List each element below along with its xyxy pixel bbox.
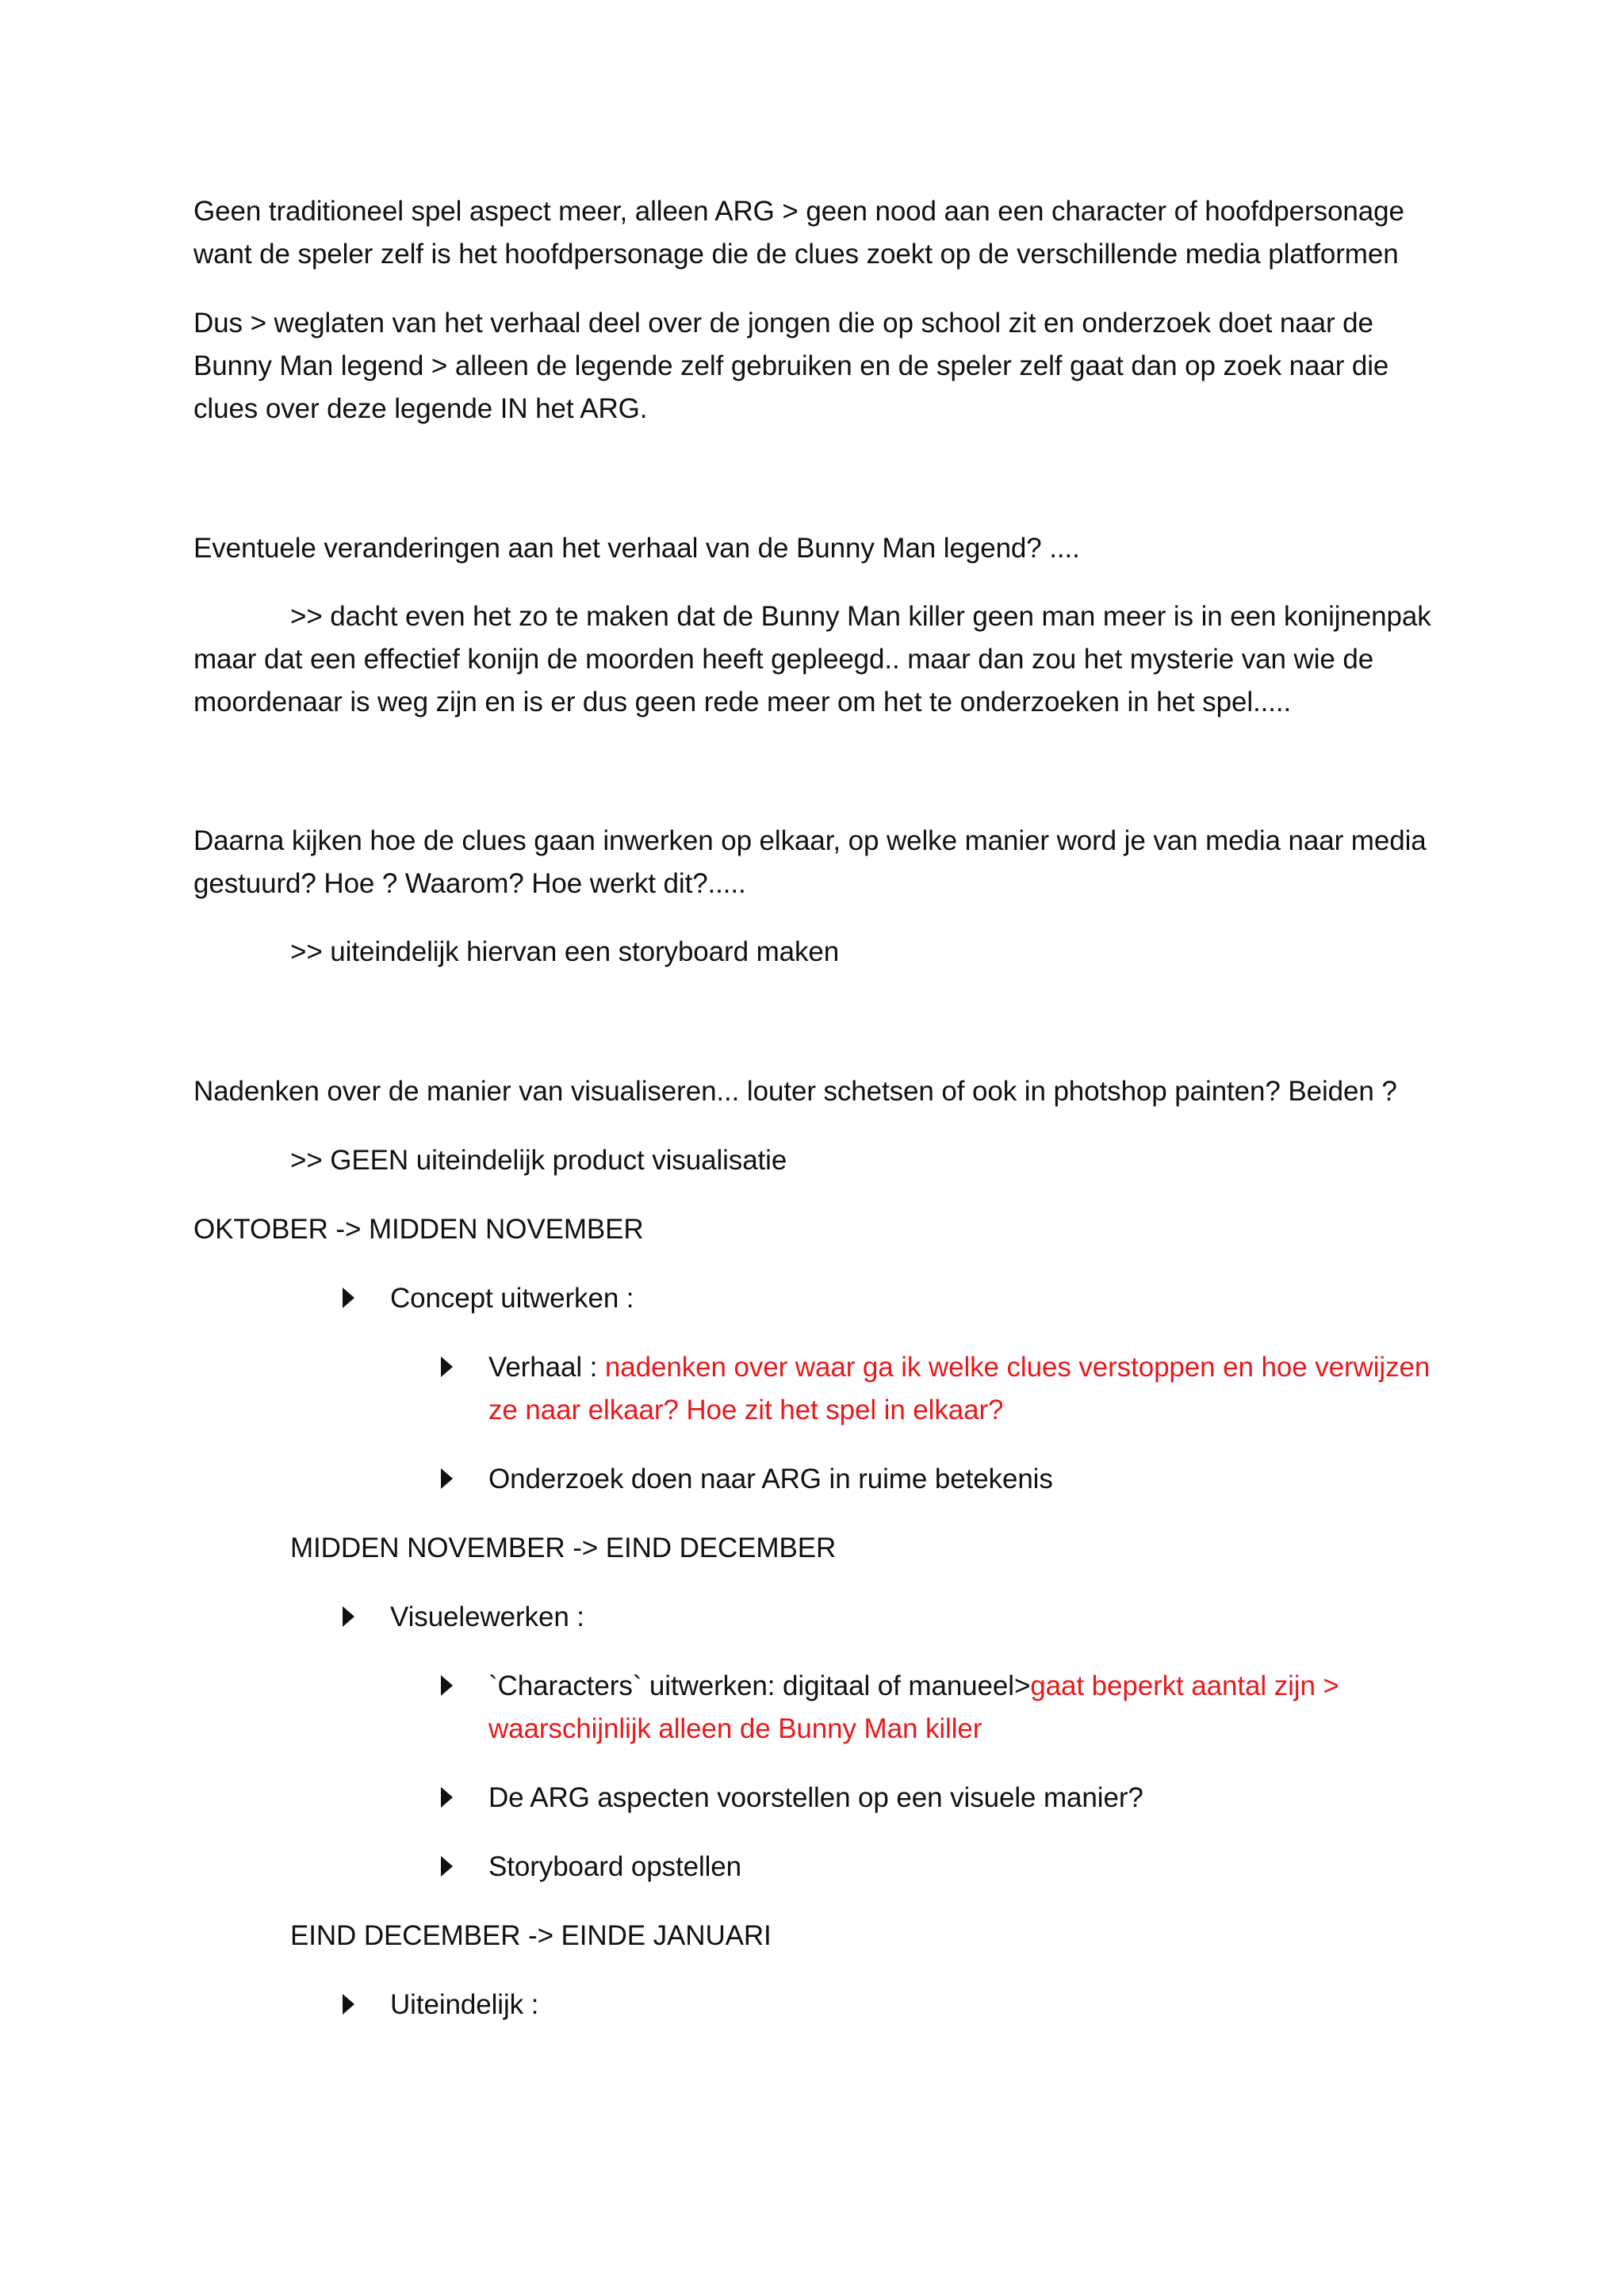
phase2-sub1-line-2: waarschijnlijk alleen de Bunny Man killer (488, 1713, 982, 1744)
phase1-title: OKTOBER -> MIDDEN NOVEMBER (193, 1214, 644, 1245)
phase1-sub1-line-2: ze naar elkaar? Hoe zit het spel in elkaar? (488, 1395, 1004, 1425)
intro-line-1: Geen traditioneel spel aspect meer, alleen ARG > geen nood aan een character of hoofdpersonage (193, 196, 1404, 227)
right-triangle-bullet-icon (441, 1787, 453, 1808)
phase1-sub1-line-1 (488, 1346, 1430, 1389)
eventuele-line: Eventuele veranderingen aan het verhaal van de Bunny Man legend? .... (193, 533, 1080, 564)
phase1-sub1-label: Verhaal : (488, 1352, 605, 1383)
phase1-item: Concept uitwerken : (390, 1283, 634, 1314)
phase1-sub1-highlight: nadenken over waar ga ik welke clues verstoppen en hoe verwijzen (604, 1352, 1431, 1383)
storyboard-note: >> uiteindelijk hiervan een storyboard maken (290, 936, 840, 967)
phase2-title: MIDDEN NOVEMBER -> EIND DECEMBER (290, 1533, 837, 1563)
phase2-sub1-highlight: gaat beperkt aantal zijn > (1030, 1670, 1339, 1701)
phase2-sub1-line-1 (488, 1665, 1339, 1708)
phase3-item: Uiteindelijk : (390, 1989, 539, 2020)
phase2-item: Visuelewerken : (390, 1601, 584, 1632)
right-triangle-bullet-icon (441, 1357, 453, 1377)
intro-line-2: want de speler zelf is het hoofdpersonage die de clues zoekt op de verschillende media platformen (193, 239, 1399, 270)
phase3-title: EIND DECEMBER -> EINDE JANUARI (290, 1920, 772, 1951)
dus-line-1: Dus > weglaten van het verhaal deel over de jongen die op school zit en onderzoek doet naar de (193, 308, 1373, 339)
phase2-sub1-label: `Characters` uitwerken: digitaal of manueel> (488, 1670, 1031, 1701)
dus-line-3: clues over deze legende IN het ARG. (193, 393, 648, 424)
dacht-line-1: >> dacht even het zo te maken dat de Bunny Man killer geen man meer is in een konijnenpak (290, 601, 1431, 632)
daarna-line-2: gestuurd? Hoe ? Waarom? Hoe werkt dit?..... (193, 868, 746, 899)
right-triangle-bullet-icon (343, 1994, 354, 2015)
right-triangle-bullet-icon (343, 1288, 354, 1308)
geen-note: >> GEEN uiteindelijk product visualisatie (290, 1145, 787, 1176)
dus-line-2: Bunny Man legend > alleen de legende zelf gebruiken en de speler zelf gaat dan op zoek naar die (193, 350, 1389, 381)
dacht-line-2: maar dat een effectief konijn de moorden heeft gepleegd.. maar dan zou het mysterie van wie de (193, 644, 1374, 675)
daarna-line-1: Daarna kijken hoe de clues gaan inwerken op elkaar, op welke manier word je van media naar media (193, 825, 1427, 856)
right-triangle-bullet-icon (441, 1675, 453, 1696)
right-triangle-bullet-icon (343, 1606, 354, 1627)
nadenken-line: Nadenken over de manier van visualiseren... louter schetsen of ook in photshop painten? Beiden ? (193, 1076, 1397, 1107)
phase1-sub2: Onderzoek doen naar ARG in ruime betekenis (488, 1464, 1053, 1494)
phase2-sub2: De ARG aspecten voorstellen op een visuele manier? (488, 1782, 1143, 1813)
right-triangle-bullet-icon (441, 1468, 453, 1489)
phase2-sub3: Storyboard opstellen (488, 1851, 742, 1882)
right-triangle-bullet-icon (441, 1856, 453, 1877)
dacht-line-3: moordenaar is weg zijn en is er dus geen rede meer om het te onderzoeken in het spel..... (193, 687, 1292, 718)
